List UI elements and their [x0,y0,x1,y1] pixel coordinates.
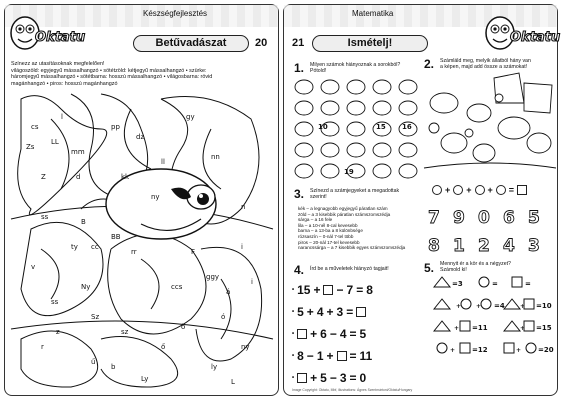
answer-box[interactable] [323,285,333,295]
task4-number: 4. [294,263,305,277]
answer-circle[interactable] [496,185,506,195]
task3-rule: barna – a 13-ba a 8 különbsége [298,228,363,234]
animal-figure [399,164,417,178]
answer-box[interactable] [517,185,527,195]
right-header: Matematika [352,9,394,18]
instruction-line: világoszöld: egyjegyű mássalhangzó • sötétzöld: kétjegyű mássalhangzó • szürke: [11,67,207,74]
puzzle-letter: ny [241,343,250,351]
equation-value: 11 [359,349,373,363]
equation-operator: − [329,371,337,385]
puzzle-letter: L [231,378,235,386]
left-banner: Betűvadászat [133,35,249,52]
task5-op: + [456,303,462,310]
creature-digit: 3 [528,236,540,256]
puzzle-letter: z [56,328,60,336]
oktatu-logo [484,11,561,53]
task1-text [310,62,420,74]
oktatu-logo [9,11,86,53]
animal-figure [399,101,417,115]
task5-result: =11 [472,324,488,332]
puzzle-letter: ty [71,243,78,251]
puzzle-letter: d [76,173,81,181]
puzzle-letter: LL [51,138,59,146]
equation-operator: + [306,305,314,319]
sum-operator: + [445,185,451,195]
puzzle-letter: dz [136,133,145,141]
puzzle-letter: ő [161,343,166,351]
logo-text: Oktatu [35,30,86,45]
task2-farm-picture [424,73,556,173]
task3-rule: narancssárga – a 7 kisebbik egyes számszomszédja [298,245,406,251]
bullet: • [292,353,295,359]
answer-box[interactable] [297,373,307,383]
animal-figure [295,164,313,178]
equation-value: 1 [316,349,324,363]
bullet: • [292,309,295,315]
puzzle-letter: l [61,113,63,121]
equation-value: 8 [366,283,373,297]
creature-digit: 4 [503,236,515,256]
puzzle-letter: v [31,263,36,271]
answer-circle[interactable] [432,185,442,195]
sum-operator: + [487,185,493,195]
equation-operator: − [336,283,344,297]
equation-value: 5 [297,305,304,319]
animal-figure [347,80,365,94]
task3-rules [298,206,428,251]
task1-number: 1. [294,61,305,75]
answer-circle[interactable] [453,185,463,195]
equation-value: 8 [297,349,304,363]
equation-value: 0 [359,371,367,385]
task5-line: Számold ki! [440,267,467,274]
task3-rule: zöld – a 3 kisebbik páratlan számszomszédja [298,211,391,217]
credit-line: Image Copyright: Oktatu, Mbf, illustrations: Ágnes Szentmártoni/Oktatu/Hungary [292,388,413,392]
puzzle-letter: b [111,363,116,371]
puzzle-letter: pp [111,123,120,131]
task3-line: szerint! [310,194,327,201]
answer-circle[interactable] [475,185,485,195]
task1-visible-number: 10 [318,123,328,131]
equation-operator: + [313,283,321,297]
task1-visible-number: 16 [402,123,412,131]
equation-value: 5 [359,327,367,341]
creature-digit: 1 [453,236,465,256]
puzzle-letter: ó [221,313,226,321]
puzzle-letter: cc [91,243,99,251]
puzzle-letter: i [251,278,253,286]
task5-op: + [450,347,456,354]
task3-line: Színezd a számjegyeket a megadottak [310,188,400,194]
task5-op: + [476,303,482,310]
puzzle-letter: B [81,218,86,226]
animal-figure [321,80,339,94]
right-page [283,4,561,396]
task3-number: 3. [294,187,305,201]
bullet: • [292,375,295,381]
task1-line: Milyen számok hiányoznak a sorokból? [310,62,401,68]
right-banner: Ismételj! [312,35,428,52]
task5-value: = [492,280,498,288]
animal-figure [295,80,313,94]
equation-row [292,301,424,323]
puzzle-letter: ccs [171,283,183,291]
task5-op: + [520,325,526,332]
equation-operator: + [326,305,334,319]
puzzle-letter: kk [121,173,130,181]
instruction-line: háromjegyű mássalhangzó • sötétbarna: hosszú mássalhangzó • világosbarna: rövid [11,74,213,81]
puzzle-letter: gy [186,113,195,121]
task5-result: =4 [494,302,505,310]
task1-visible-number: 15 [376,123,386,131]
task5-value: = [525,280,531,288]
puzzle-letter: rr [131,248,137,256]
animal-figure [295,101,313,115]
puzzle-letter: Ny [81,283,91,291]
task3-rule: rózsaszín – 0-nál 7-tel több [298,233,354,239]
task5-result: =12 [472,346,488,354]
puzzle-letter: Sz [91,313,100,321]
equation-value: 3 [339,371,347,385]
task3-text [310,188,420,200]
equation-value: 6 [320,327,327,341]
puzzle-letter: ű [91,358,96,366]
puzzle-letter: sz [121,328,129,336]
animal-figure [373,101,391,115]
equation-operator: = [356,283,364,297]
equation-row [292,345,424,367]
animal-figure [399,80,417,94]
task5-line: Mennyit ér a kör és a négyzet? [440,261,511,267]
creature-digit: 8 [428,236,440,256]
equation-row [292,323,424,345]
equation-value: 5 [320,371,327,385]
puzzle-letter: ss [41,213,49,221]
task5-op: + [520,303,526,310]
animal-figure [295,122,313,136]
left-page [4,4,279,396]
right-page-number: 21 [292,37,305,49]
equation-value: 3 [336,305,344,319]
animal-figure [321,164,339,178]
equation-value: 4 [339,327,347,341]
equation-operator: + [310,327,318,341]
creature-digit: 6 [503,208,515,228]
equation-value: 15 [297,283,311,297]
equation-value: 7 [346,283,354,297]
puzzle-letter: ss [51,298,59,306]
puzzle-letter: ly [211,363,218,371]
creature-digit: 7 [428,208,440,228]
answer-box[interactable] [337,351,347,361]
task5-text [440,261,550,273]
equation-operator: + [310,371,318,385]
task2-sum-row [432,185,527,195]
puzzle-letter: ö [181,323,186,331]
task2-line: Számláld meg, melyik állatból hány van [440,58,531,64]
answer-box[interactable] [356,307,366,317]
puzzle-letter: n [241,203,246,211]
animal-figure [373,164,391,178]
task4-text: Írd be a műveletek hiányzó tagjait! [310,266,389,272]
task1-animal-grid [292,77,420,185]
puzzle-letter: F [191,248,196,256]
task1-line: Pótold! [310,68,327,75]
animal-figure [321,143,339,157]
creature-digit: 9 [453,208,465,228]
equation-row [292,279,424,301]
puzzle-letter: i [241,243,243,251]
left-header: Készségfejlesztés [143,9,208,18]
equation-operator: = [349,327,357,341]
animal-figure [347,122,365,136]
task3-digit-creatures [424,201,554,259]
equation-row [292,367,424,389]
task5-shape-equations [432,275,554,367]
animal-figure [321,101,339,115]
puzzle-letter: Zs [26,143,35,151]
task2-text [440,58,555,70]
creature-digit: 5 [528,208,540,228]
puzzle-letter: nn [211,153,220,161]
task3-rule: sárga – a 16 fele [298,217,333,223]
animal-figure [347,143,365,157]
puzzle-letter: ll [161,158,165,166]
task5-number: 5. [424,261,435,275]
creature-digit: 0 [478,208,490,228]
equation-value: 4 [316,305,324,319]
task3-rule: piros – 20-nál 17-tel kevesebb [298,239,360,245]
task1-visible-number: 19 [344,168,354,176]
animal-figure [373,80,391,94]
answer-box[interactable] [297,329,307,339]
task5-result: =10 [536,302,552,310]
task5-op: + [454,325,460,332]
equation-operator: + [326,349,334,363]
task5-op: + [516,347,522,354]
puzzle-letter: BB [111,233,121,241]
task5-value: =3 [452,280,463,288]
task5-result: =20 [538,346,554,354]
left-page-number: 20 [255,37,268,49]
equation-operator: − [306,349,314,363]
puzzle-letter: á [226,288,231,296]
task2-number: 2. [424,57,435,71]
task5-result: =15 [536,324,552,332]
puzzle-letter: mm [71,148,85,156]
instruction-line: magánhangzó • piros: hosszú magánhangzó [11,80,118,87]
sum-operator: + [466,185,472,195]
equation-operator: = [346,305,354,319]
task4-equations [292,279,424,389]
letter-coloring-puzzle [11,89,273,389]
animal-figure [373,143,391,157]
coloring-instructions [11,61,269,87]
task2-line: a képen, majd add össze a számokat! [440,64,528,71]
animal-figure [295,143,313,157]
equation-operator: − [329,327,337,341]
puzzle-letter: cs [31,123,39,131]
puzzle-letter: ny [151,193,160,201]
puzzle-letter: Ly [141,375,149,383]
task3-rule: kék – a legnagyobb egyjegyű páratlan szám [298,206,388,211]
animal-figure [399,143,417,157]
equation-operator: = [349,349,357,363]
bullet: • [292,331,295,337]
logo-text: Oktatu [510,30,561,45]
equation-operator: = [349,371,357,385]
bullet: • [292,287,295,293]
creature-digit: 2 [478,236,490,256]
puzzle-letter: r [41,343,44,351]
instruction-line: Színezz az utasításoknak megfelelően! [11,61,105,67]
sum-operator: = [508,185,515,195]
puzzle-letter: ggy [206,273,220,281]
task3-rule: lila – a 10-nél 8-cal kevesebb [298,222,358,228]
puzzle-letter: Z [41,173,46,181]
animal-figure [347,101,365,115]
